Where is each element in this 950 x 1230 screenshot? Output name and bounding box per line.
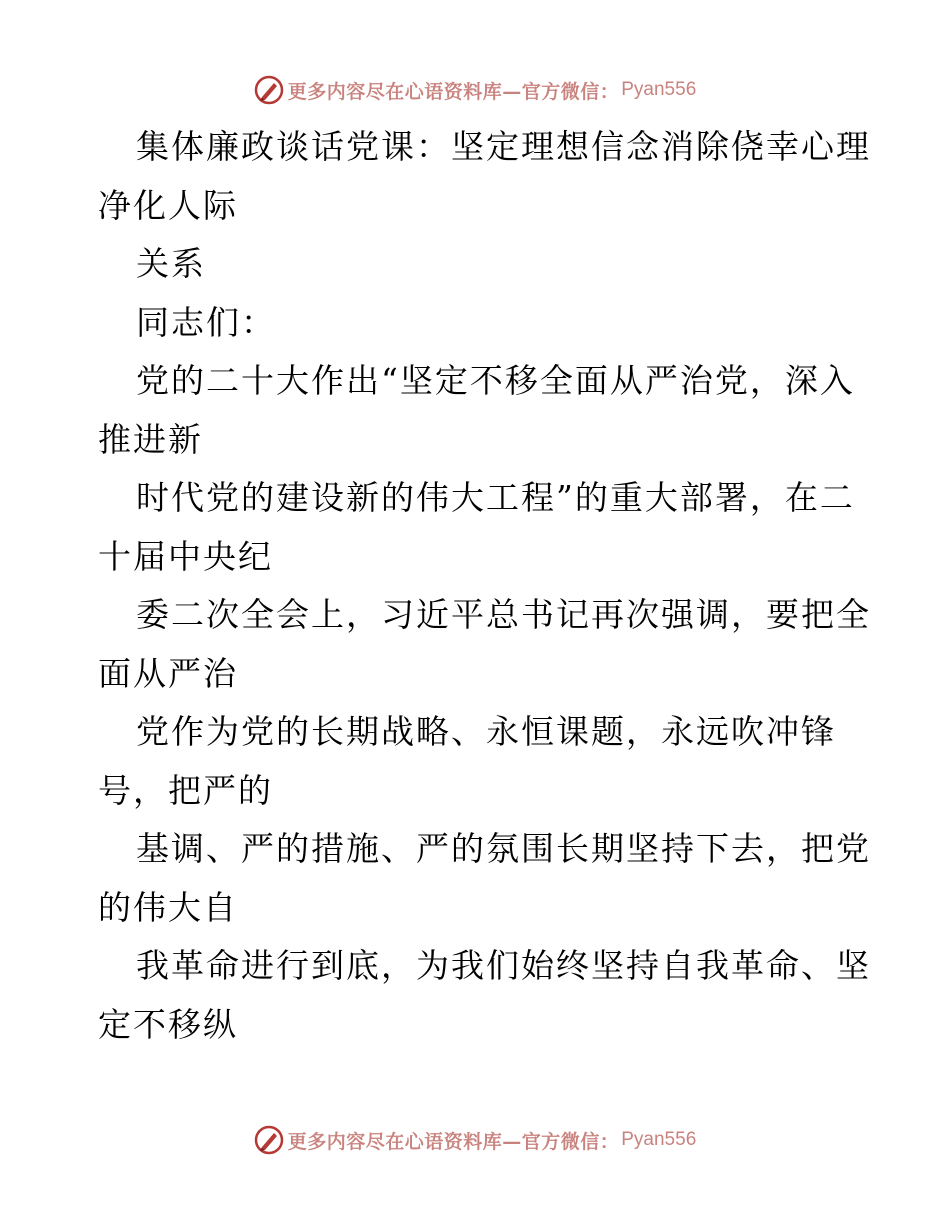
- doc-line: 党的二十大作出“坚定不移全面从严治党，深入: [136, 361, 855, 400]
- pen-logo-icon: [254, 75, 284, 105]
- footer-banner: [0, 1122, 950, 1158]
- doc-line: 同志们：: [136, 302, 276, 342]
- header-banner-id: Pyan556: [621, 79, 697, 100]
- doc-line: 时代党的建设新的伟大工程”的重大部署，在二: [136, 478, 855, 517]
- doc-line: 净化人际: [98, 185, 238, 225]
- doc-line: 推进新: [98, 419, 203, 459]
- header-banner: [0, 72, 950, 108]
- pen-logo-icon: [254, 1125, 284, 1155]
- doc-line: 党作为党的长期战略、永恒课题，永远吹冲锋: [136, 712, 836, 751]
- doc-line: 的伟大自: [98, 887, 238, 927]
- doc-line: 基调、严的措施、严的氛围长期坚持下去，把党: [136, 829, 871, 868]
- document-body: [98, 118, 871, 1054]
- header-banner-text: 更多内容尽在心语资料库—官方微信：: [287, 80, 620, 103]
- doc-line: 十届中央纪: [98, 536, 273, 576]
- doc-line: 集体廉政谈话党课：坚定理想信念消除侥幸心理: [136, 127, 871, 166]
- doc-line: 委二次全会上，习近平总书记再次强调，要把全: [136, 595, 871, 634]
- doc-line: 定不移纵: [98, 1004, 238, 1044]
- footer-banner-text: 更多内容尽在心语资料库—官方微信：: [287, 1130, 620, 1153]
- doc-line: 号，把严的: [98, 770, 273, 810]
- doc-line: 关系: [136, 244, 206, 283]
- doc-line: 面从严治: [98, 653, 238, 693]
- footer-banner-id: Pyan556: [621, 1129, 697, 1150]
- doc-line: 我革命进行到底，为我们始终坚持自我革命、坚: [136, 946, 871, 985]
